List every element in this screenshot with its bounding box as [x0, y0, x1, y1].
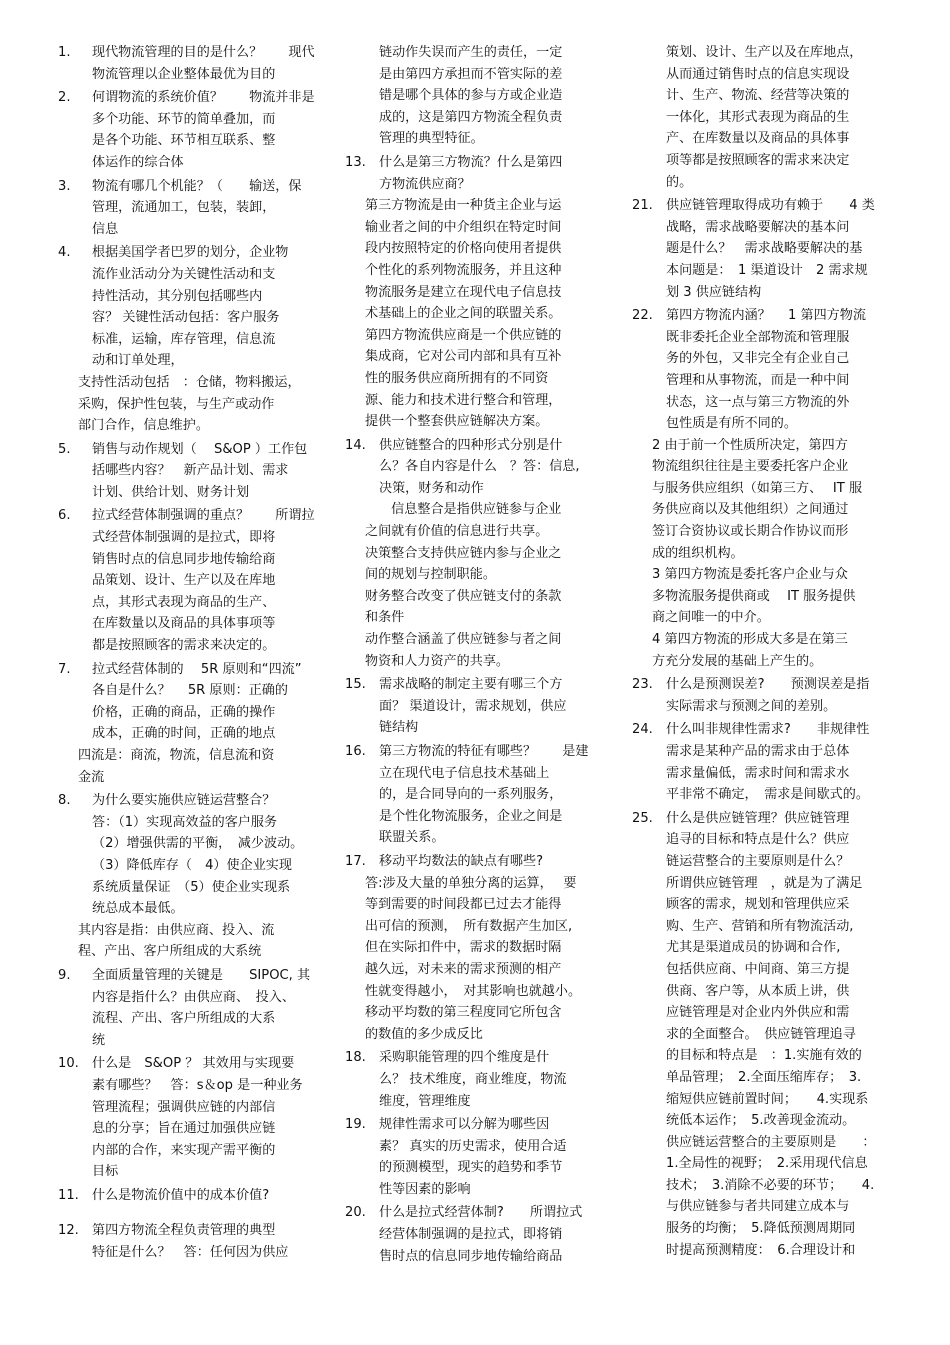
question-11 — [58, 1185, 333, 1207]
paragraph-12-continued: 链动作失误而产生的责任，一定 是由第四方承担而不管实际的差 错是哪个具体的参与方或企业造 成的，这是第四方物流全程负责 管理的典型特征。 — [379, 45, 563, 147]
question-number: 18. — [345, 1050, 366, 1066]
question-6 — [58, 505, 333, 656]
question-22 — [632, 305, 910, 435]
question-number: 15. — [345, 677, 366, 693]
paragraph-8-content: 其内容是指：由供应商、投入、流 程、产出、客户所组成的大系统 — [78, 922, 275, 960]
question-text: 什么是 S&OP ？ 其效用与实现要 素有哪些？ 答：s＆op 是一种业务 管理流程；强调供应链的内部信 息的分享；旨在通过加强供应链 内部的合作，来实现产需平衡的 目标 — [92, 1056, 303, 1180]
paragraph-22-point-2: 2 由于前一个性质所决定，第四方 物流组织往往是主要委托客户企业 与服务供应组织（如第三方、 IT 服 务供应商以及其他组织）之间通过 签订合资协议或长期合作协议而形 成的组织机构。 — [652, 437, 863, 561]
question-number: 21. — [632, 198, 653, 214]
question-number: 13. — [345, 154, 366, 170]
question-text: 第四方物流内涵？ 1 第四方物流 既非委托企业全部物流和管理服 务的外包，又非完全有企业自己 管理和从事物流，而是一种中间 状态，这一点与第三方物流的外 包性质是有所不同的。 — [666, 308, 866, 432]
question-23 — [632, 674, 910, 717]
question-text: 采购职能管理的四个维度是什 么？ 技术维度，商业维度，物流 维度，管理维度 — [379, 1050, 567, 1109]
column-2 — [345, 42, 625, 1267]
paragraph-20-continued: 策划、设计、生产以及在库地点， 从而通过销售时点的信息实现设 计、生产、物流、经营等决策的 一体化，其形式表现为商品的生 产、在库数量以及商品的具体事 项等都是按照顾客的需求来决定 的。 — [666, 45, 863, 190]
question-text: 全面质量管理的关键是 SIPOC, 其 内容是指什么？由供应商、 投入、 流程、产出、客户所组成的大系 统 — [92, 967, 311, 1048]
question-4 — [58, 242, 333, 372]
question-number: 6. — [58, 508, 71, 524]
paragraph-8-answer: 答：（1）实现高效益的客户服务 （2）增强供需的平衡， 减少波动。 （3）降低库存（ 4）使企业实现 系统质量保证 （5）使企业实现系 统总成本最低。 — [92, 814, 304, 917]
question-3 — [58, 176, 333, 241]
paragraph-7-four-flows: 四流是：商流，物流，信息流和资 金流 — [78, 748, 275, 785]
question-text: 第三方物流的特征有哪些？ 是建 立在现代电子信息技术基础上 的，是合同导向的一系列服务， 是个性化物流服务，企业之间是 联盟关系。 — [379, 744, 589, 846]
question-text: 物流有哪几个机能？（ 输送，保 管理，流通加工，包装，装卸， 信息 — [92, 178, 302, 237]
question-number: 4. — [58, 245, 71, 261]
question-text: 移动平均数法的缺点有哪些? — [379, 853, 544, 869]
question-number: 11. — [58, 1187, 79, 1203]
question-7 — [58, 659, 333, 745]
paragraph-14-info: 信息整合是指供应链参与企业 之间就有价值的信息进行共享。 — [365, 502, 562, 540]
question-text: 供应链整合的四种形式分别是什 么？各自内容是什么 ？答：信息, 决策，财务和动作 — [379, 437, 580, 496]
question-text: 什么是第三方物流？什么是第四 方物流供应商？ — [379, 154, 563, 192]
question-8 — [58, 790, 333, 812]
question-25 — [632, 808, 910, 1261]
question-number: 8. — [58, 793, 71, 809]
column-1 — [58, 42, 333, 1264]
paragraph-14-operation: 动作整合涵盖了供应链参与者之间 物资和人力资产的共享。 — [365, 632, 562, 669]
question-9 — [58, 965, 333, 1051]
question-12 — [58, 1220, 333, 1263]
question-number: 23. — [632, 677, 653, 693]
question-17 — [345, 851, 625, 873]
question-text: 规律性需求可以分解为哪些因 素？ 真实的历史需求，使用合适 的预测模型，现实的趋势和季节 性等因素的影响 — [379, 1117, 567, 1197]
question-text: 销售与动作规划（ S&OP ）工作包 括哪些内容？ 新产品计划、需求 计划、供给计划、财务计划 — [92, 441, 308, 500]
question-number: 22. — [632, 308, 653, 324]
question-text: 拉式经营体制的 5R 原则和“四流” 各自是什么？ 5R 原则：正确的 价格，正确的商品，正确的操作 成本，正确的时间，正确的地点 — [92, 661, 302, 742]
question-text: 需求战略的制定主要有哪三个方 面？ 渠道设计，需求规划，供应 链结构 — [379, 677, 567, 736]
question-number: 3. — [58, 178, 71, 194]
question-number: 25. — [632, 810, 653, 826]
question-14 — [345, 435, 625, 500]
question-number: 5. — [58, 441, 71, 457]
question-text: 第四方物流全程负责管理的典型 特征是什么？ 答：任何因为供应 — [92, 1223, 289, 1261]
paragraph-14-decision: 决策整合支持供应链内参与企业之 间的规划与控制职能。 — [365, 545, 562, 583]
paragraph-17-answer: 答:涉及大量的单独分离的运算， 要 等到需要的时间段都已过去才能得 出可信的预测， 所有数据产生加区, 但在实际扣件中，需求的数据时隔 越久远，对未来的需求预测的相产 性就变得越小， 对其影响也就越小。 移动平均数的第三程度同它所包含 的数值的多少成反比 — [365, 875, 582, 1042]
question-number: 9. — [58, 967, 71, 983]
paragraph-22-point-4: 4 第四方物流的形成大多是在第三 方充分发展的基础上产生的。 — [652, 632, 848, 669]
question-number: 24. — [632, 722, 653, 738]
question-18 — [345, 1047, 625, 1112]
question-number: 7. — [58, 661, 71, 677]
question-number: 16. — [345, 744, 366, 759]
question-number: 17. — [345, 853, 366, 869]
paragraph-4-support: 支持性活动包括 ：仓储，物料搬运， 采购，保护性包装，与生产或动作 部门合作，信息维护。 — [78, 374, 301, 434]
question-24 — [632, 719, 910, 805]
question-21 — [632, 195, 910, 303]
question-number: 19. — [345, 1117, 366, 1133]
question-text: 供应链管理取得成功有赖于 4 类 战略，需求战略要解决的基本问 题是什么？ 需求战略要解决的基 本问题是： 1 渠道设计 2 需求规 划 3 供应链结构 — [666, 198, 875, 300]
question-10 — [58, 1053, 333, 1183]
question-20 — [345, 1202, 625, 1267]
paragraph-22-point-3: 3 第四方物流是委托客户企业与众 多物流服务提供商或 IT 服务提供 商之间唯一的中介。 — [652, 567, 856, 626]
column-3 — [632, 42, 910, 1261]
question-text: 为什么要实施供应链运营整合？ — [92, 793, 276, 809]
question-19 — [345, 1114, 625, 1200]
question-text: 什么是供应链管理？供应链管理 追寻的目标和特点是什么？供应 链运营整合的主要原则是什么？ 所谓供应链管理 ，就是为了满足 顾客的需求，规划和管理供应采 购、生产、营销和所有物流活动, 尤其是渠道成员的协调和合作, 包括供应商、中间商、第三方提 供商、客户等，从本质上讲，供 应链管理是对企业内外供应和需 求的全面整合。 供应链管理追寻 的目标和特点是 ：1.实施有效的 单品管理； 2.全面压缩库存； 3. 缩短供应链前置时间； 4.实现系 统低本运作； 5.改善现金流动。 供应链运营整合的主要原则是 ： 1.全局性的视野； 2.采用现代信息 技术； 3.消除不必要的环节； 4. 与供应链参与者共同建立成本与 服务的均衡； 5.降低预测周期同 时提高预测精度： 6.合理设计和 — [666, 810, 876, 1258]
question-text: 什么是预测误差? 预测误差是指 实际需求与预测之间的差别。 — [666, 677, 870, 714]
question-16 — [345, 741, 625, 849]
question-2 — [58, 87, 333, 173]
paragraph-14-finance: 财务整合改变了供应链支付的条款 和条件 — [365, 588, 562, 626]
question-number: 20. — [345, 1205, 366, 1221]
question-number: 10. — [58, 1056, 79, 1072]
question-text: 根据美国学者巴罗的划分，企业物 流作业活动分为关键性活动和支 持性活动，其分别包括哪些内 容？ 关键性活动包括：客户服务 标准，运输，库存管理，信息流 动和订单处理， — [92, 245, 289, 369]
question-number: 2. — [58, 90, 71, 106]
paragraph-13-third-party: 第三方物流是由一种货主企业与运 输业者之间的中介组织在特定时间 段内按照特定的价格向使用者提供 个性化的系列物流服务，并且这种 物流服务是建立在现代电子信息技 术基础上的企业之间的联盟关系。 — [365, 198, 562, 322]
question-number: 12. — [58, 1223, 79, 1239]
paragraph-13-fourth-party: 第四方物流供应商是一个供应链的 集成商，它对公司内部和具有互补 性的服务供应商所拥有的不同资 源、能力和技术进行整合和管理， 提供一个整套供应链解决方案。 — [365, 327, 562, 430]
question-text: 什么是拉式经营体制? 所谓拉式 经营体制强调的是拉式，即将销 售时点的信息同步地传输给商品 — [379, 1205, 583, 1264]
question-text: 何谓物流的系统价值？ 物流并非是 多个功能、环节的简单叠加，而 是各个功能、环节相互联系、整 体运作的综合体 — [92, 90, 315, 170]
question-15 — [345, 674, 625, 739]
question-13 — [345, 152, 625, 195]
question-1 — [58, 42, 333, 85]
question-text: 现代物流管理的目的是什么？ 现代 物流管理以企业整体最优为目的 — [92, 45, 315, 82]
question-number: 14. — [345, 437, 366, 453]
question-text: 什么是物流价值中的成本价值? — [92, 1187, 270, 1203]
question-number: 1. — [58, 45, 71, 60]
question-5 — [58, 439, 333, 504]
question-text: 拉式经营体制强调的重点？ 所谓拉 式经营体制强调的是拉式，即将 销售时点的信息同步地传输给商 品策划、设计、生产以及在库地 点，其形式表现为商品的生产、 在库数量以及商品的具体事项等 都是按照顾客的需求来决定的。 — [92, 508, 315, 654]
question-text: 什么叫非规律性需求? 非规律性 需求是某种产品的需求由于总体 需求量偏低，需求时间和需求水 平非常不确定， 需求是间歇式的。 — [666, 722, 870, 803]
